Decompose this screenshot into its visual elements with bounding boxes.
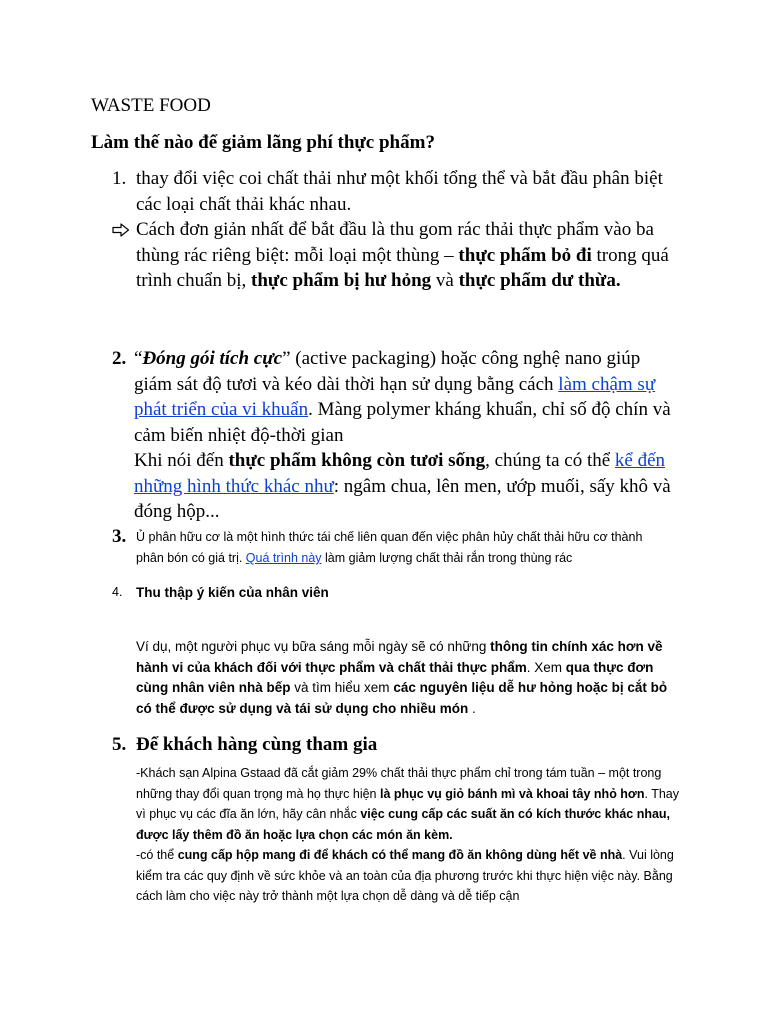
- bold-run: thực phẩm bị hư hỏng: [251, 270, 432, 291]
- text-run: -có thể: [136, 848, 178, 862]
- text-run: : ngâm chua, lên men, ướp muối, sấy khô và đóng hộp...: [134, 475, 671, 522]
- text-run: Ví dụ, một người phục vụ bữa sáng mỗi ngày sẽ có những: [136, 639, 491, 654]
- text-run: “: [134, 348, 143, 369]
- list-item-number: 5.: [112, 734, 127, 755]
- arrow-right-outline-icon: [112, 217, 130, 245]
- bold-run: qua thực đơn cùng nhân viên nhà bếp: [136, 659, 654, 695]
- list-item-number: 1.: [112, 168, 127, 189]
- list-item-heading: Để khách hàng cùng tham gia: [136, 734, 378, 755]
- text-run: . Thay vì phục vụ các đĩa ăn lớn, hãy cân nhắc: [136, 786, 679, 821]
- bold-run: thực phẩm không còn tươi sống: [228, 450, 486, 471]
- text-run: trong quá trình chuẩn bị,: [136, 244, 669, 291]
- bold-run: là phục vụ giỏ bánh mì và khoai tây nhỏ hơn: [379, 786, 645, 801]
- list-item-text: [112, 527, 672, 569]
- list-item-1: [112, 166, 672, 217]
- list-item-2: [112, 346, 682, 525]
- text-run: -Khách sạn Alpina Gstaad đã cắt giảm 29% chất thải thực phẩm chỉ trong tám tuần – một trong những thay đổi quan trọng mà họ thực hiện: [136, 766, 662, 801]
- bold-italic-run: Đóng gói tích cực: [142, 348, 283, 369]
- list-item-4: [112, 582, 672, 603]
- document-title: WASTE FOOD: [91, 95, 211, 116]
- text-run: Khi nói đến: [134, 450, 229, 471]
- guest-involvement-paragraph: [136, 763, 682, 907]
- text-run: và: [431, 270, 459, 291]
- bold-run: thực phẩm bỏ đi: [458, 244, 592, 266]
- text-run: và tìm hiểu xem: [290, 680, 394, 695]
- list-item-text: thay đổi việc coi chất thải như một khối tổng thể và bắt đầu phân biệt các loại chất thải khác nhau.: [136, 168, 663, 215]
- list-item-5: [112, 733, 682, 757]
- list-item-text: [112, 346, 682, 525]
- text-run: , chúng ta có thể: [485, 450, 615, 471]
- link-slow-bacteria[interactable]: làm chậm sự phát triển của vi khuẩn: [134, 373, 656, 420]
- text-run: . Xem: [526, 659, 566, 675]
- bold-run: cung cấp hộp mang đi để khách có thể mang đồ ăn không dùng hết về nhà: [177, 848, 623, 862]
- staff-feedback-paragraph: [136, 637, 676, 719]
- text-run: .: [468, 700, 476, 716]
- arrow-bullet-text: [112, 217, 672, 294]
- text-run: . Vui lòng kiểm tra các quy định về sức khỏe và an toàn của địa phương trước khi thực hiện việc này. Bằng cách làm cho việc này trở thành một lựa chọn dễ dàng và dễ tiếp cận: [136, 848, 674, 903]
- text-run: Ủ phân hữu cơ là một hình thức tái chế liên quan đến việc phân hủy chất thải hữu cơ thành phân bón có giá trị.: [136, 530, 643, 565]
- link-this-process[interactable]: Quá trình này: [245, 551, 322, 565]
- link-other-forms[interactable]: kể đến những hình thức khác như: [134, 450, 666, 497]
- bold-run: thông tin chính xác hơn về hành vi của khách đối với thực phẩm và chất thải thực phẩm: [136, 639, 663, 675]
- list-item-number: 4.: [112, 585, 123, 599]
- list-item-3: [112, 527, 672, 569]
- text-run: ” (active packaging) hoặc công nghệ nano giúp giám sát độ tươi và kéo dài thời hạn sử dụng bằng cách: [134, 348, 641, 395]
- text-run: làm giảm lượng chất thải rắn trong thùng rác: [321, 551, 573, 565]
- bold-run: việc cung cấp các suất ăn có kích thước khác nhau, được lấy thêm đồ ăn hoặc lựa chọn các món ăn kèm.: [136, 807, 671, 842]
- list-item-number: 3.: [112, 526, 127, 547]
- list-item-heading: Thu thập ý kiến của nhân viên: [136, 585, 329, 600]
- text-run: Cách đơn giản nhất để bắt đầu là thu gom rác thải thực phẩm vào ba thùng rác riêng biệt: mỗi loại một thùng –: [136, 219, 654, 266]
- arrow-bullet-item: [112, 217, 672, 294]
- bold-run: thực phẩm dư thừa.: [458, 270, 621, 291]
- document-question-heading: Làm thế nào để giảm lãng phí thực phẩm?: [91, 132, 435, 153]
- bold-run: các nguyên liệu dễ hư hỏng hoặc bị cắt bỏ có thể được sử dụng và tái sử dụng cho nhiều món: [136, 680, 668, 716]
- text-run: . Màng polymer kháng khuẩn, chỉ số độ chín và cảm biến nhiệt độ-thời gian: [134, 399, 671, 446]
- list-item-number: 2.: [112, 348, 127, 369]
